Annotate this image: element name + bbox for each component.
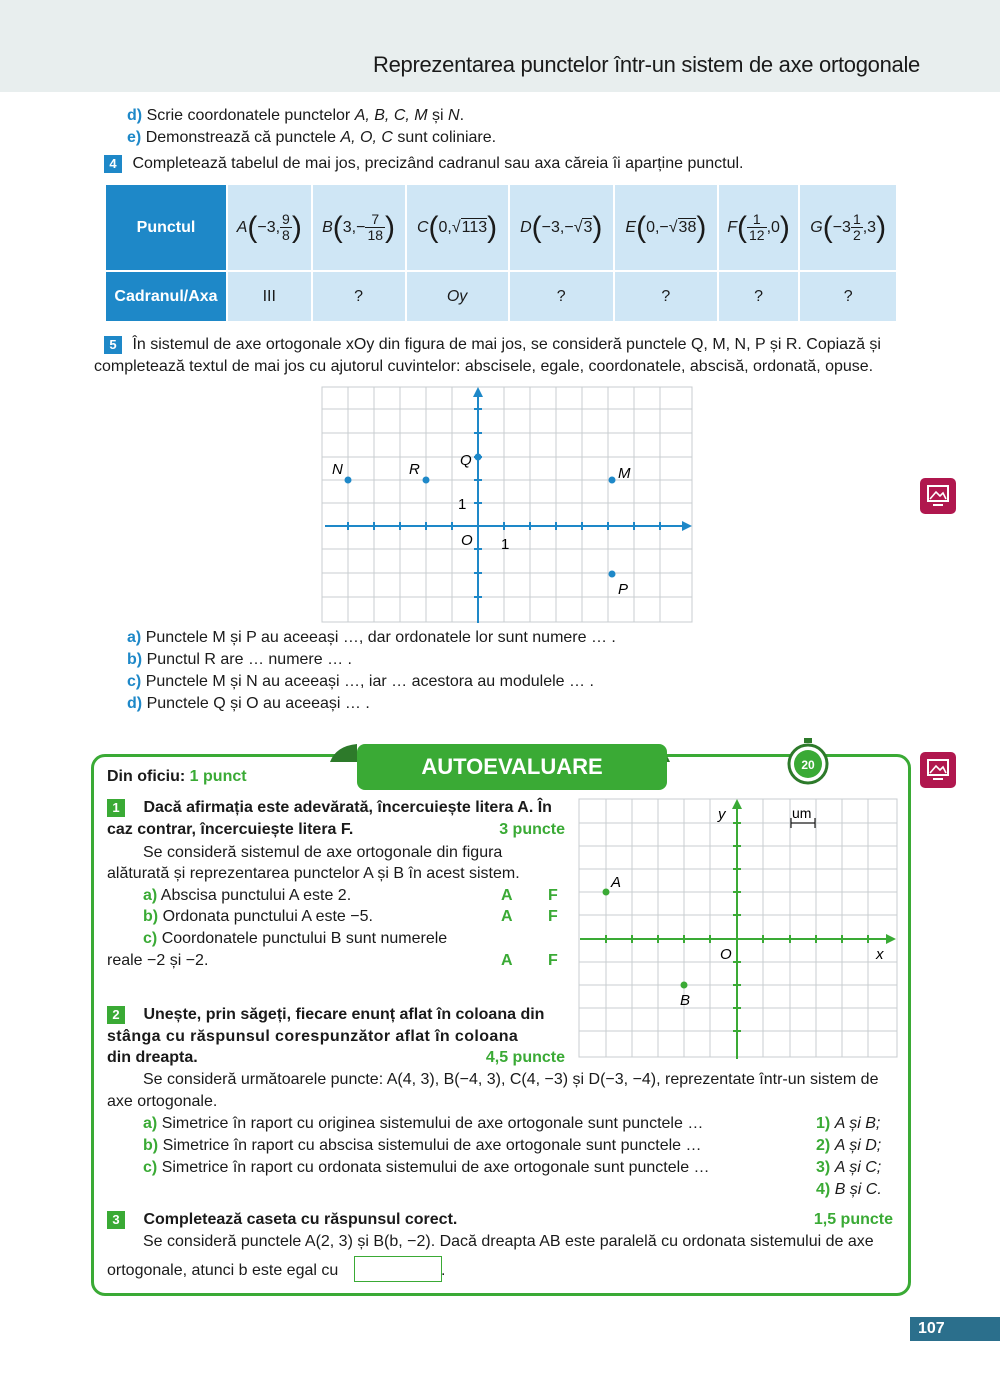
label-b: B bbox=[680, 992, 691, 1009]
point-b bbox=[681, 982, 688, 989]
q1-title-line1: 1 Dacă afirmația este adevărată, încercuiește litera A. În bbox=[107, 797, 552, 819]
ex3-item-d: d) Scrie coordonatele punctelor A, B, C, M și N. bbox=[127, 107, 465, 124]
din-oficiu: Din oficiu: 1 punct bbox=[107, 768, 247, 785]
table-cell-point-a: A(−3, $\frac{9}{8}$ ) bbox=[227, 184, 312, 271]
q2-text-line2: axe ortogonale. bbox=[107, 1093, 218, 1110]
point-q bbox=[475, 454, 482, 461]
q1-item-a: a) Abscisa punctului A este 2. A F bbox=[143, 885, 565, 907]
table-cell-answer: III bbox=[227, 271, 312, 322]
table-cell-answer: ? bbox=[614, 271, 718, 322]
table-cell-point-c: C(0,√113) bbox=[406, 184, 509, 271]
point-n bbox=[345, 477, 352, 484]
q2-item-c: c) Simetrice în raport cu ordonata sistemului de axe ortogonale sunt punctele … bbox=[143, 1159, 710, 1176]
table-header-cadranul: Cadranul/Axa bbox=[105, 271, 227, 322]
label-r: R bbox=[409, 461, 420, 478]
table-cell-point-e: E(0,−√38) bbox=[614, 184, 718, 271]
page-number: 107 bbox=[910, 1317, 1000, 1341]
coordinate-graph-2 bbox=[578, 797, 898, 1060]
q2-answer-3: 3) A și C; bbox=[816, 1159, 882, 1176]
label-x-axis: x bbox=[876, 946, 884, 963]
ex4-number-badge: 4 bbox=[104, 155, 122, 173]
q1-item-c-cont: reale −2 și −2. A F bbox=[107, 950, 565, 972]
label-y-axis: y bbox=[718, 806, 726, 823]
graph1-frame bbox=[322, 387, 692, 622]
label-origin: O bbox=[461, 532, 473, 549]
ex5-statement-line2: completează textul de mai jos cu ajutorul cuvintelor: abscisele, egale, coordonatele, abscisă, ordonată, opuse. bbox=[94, 358, 874, 375]
label-one-y: 1 bbox=[458, 496, 467, 513]
label-q: Q bbox=[460, 452, 472, 469]
stopwatch-value: 20 bbox=[801, 758, 815, 772]
image-gallery-icon[interactable] bbox=[920, 752, 956, 788]
choice-f: F bbox=[548, 908, 558, 925]
table-row bbox=[105, 271, 897, 322]
label-m: M bbox=[618, 465, 631, 482]
table-cell-answer: ? bbox=[312, 271, 406, 322]
q2-item-a: a) Simetrice în raport cu originea sistemului de axe ortogonale sunt punctele … bbox=[143, 1115, 704, 1132]
q3-text-end: . bbox=[441, 1262, 446, 1279]
table-cell-answer: ? bbox=[509, 271, 614, 322]
q2-title-line2: stânga cu răspunsul corespunzător aflat în coloana bbox=[107, 1028, 519, 1045]
ex5-number-badge: 5 bbox=[104, 336, 122, 354]
ex5-statement-line1: 5 În sistemul de axe ortogonale xOy din figura de mai jos, se consideră punctele Q, M, N, P și R. Copiază și bbox=[94, 334, 881, 356]
point-r bbox=[423, 477, 430, 484]
ex5-item-b: b) Punctul R are … numere … . bbox=[127, 651, 352, 668]
ex5-item-c: c) Punctele M și N au aceeași …, iar … acestora au modulele … . bbox=[127, 673, 594, 690]
q2-text-line1: Se consideră următoarele puncte: A(4, 3), B(−4, 3), C(4, −3) și D(−3, −4), reprezentate într-un sistem de bbox=[143, 1071, 879, 1088]
image-gallery-icon-glyph bbox=[920, 478, 956, 514]
choice-a: A bbox=[501, 908, 513, 925]
image-gallery-icon-glyph bbox=[920, 752, 956, 788]
q2-number-badge: 2 bbox=[107, 1006, 125, 1024]
q2-answer-4: 4) B și C. bbox=[816, 1181, 882, 1198]
table-cell-point-d: D(−3,−√3) bbox=[509, 184, 614, 271]
q1-title-line2: caz contrar, încercuiește litera F. 3 puncte bbox=[107, 821, 565, 838]
choice-a: A bbox=[501, 952, 513, 969]
answer-input-box[interactable] bbox=[354, 1256, 442, 1282]
label-a: A bbox=[611, 874, 622, 891]
q3-text-line1: Se consideră punctele A(2, 3) și B(b, −2). Dacă dreapta AB este paralelă cu ordonata sistemului de axe bbox=[143, 1233, 874, 1250]
q2-item-b: b) Simetrice în raport cu abscisa sistemului de axe ortogonale sunt punctele … bbox=[143, 1137, 702, 1154]
q2-title-line1: 2 Unește, prin săgeți, fiecare enunț aflat în coloana din bbox=[107, 1004, 544, 1026]
point-p bbox=[609, 571, 616, 578]
q1-item-c: c) Coordonatele punctului B sunt numerele bbox=[143, 930, 448, 947]
ex4-statement: 4 Completează tabelul de mai jos, precizând cadranul sau axa căreia îi aparține punctul. bbox=[104, 153, 743, 175]
coordinate-graph-1 bbox=[320, 385, 694, 625]
q1-text-line2: alăturată și reprezentarea punctelor A și B în acest sistem. bbox=[107, 865, 520, 882]
point-m bbox=[609, 477, 616, 484]
label-um: um bbox=[792, 805, 812, 821]
table-cell-point-f: F( $\frac{1}{12}$ ,0) bbox=[718, 184, 800, 271]
label-n: N bbox=[332, 461, 343, 478]
label-origin: O bbox=[720, 946, 732, 963]
choice-f: F bbox=[548, 952, 558, 969]
q3-text-line2: ortogonale, atunci b este egal cu bbox=[107, 1262, 339, 1279]
points-table bbox=[104, 183, 898, 323]
table-cell-point-g: G(−3 $\frac{1}{2}$ ,3) bbox=[799, 184, 897, 271]
q1-item-b: b) Ordonata punctului A este −5. A F bbox=[143, 906, 565, 928]
q3-number-badge: 3 bbox=[107, 1211, 125, 1229]
q3-title: 3 Completează caseta cu răspunsul corect. 1,5 puncte bbox=[107, 1209, 893, 1231]
q1-number-badge: 1 bbox=[107, 799, 125, 817]
choice-f: F bbox=[548, 887, 558, 904]
choice-a: A bbox=[501, 887, 513, 904]
table-header-punctul: Punctul bbox=[105, 184, 227, 271]
ex5-item-d: d) Punctele Q și O au aceeași … . bbox=[127, 695, 370, 712]
q1-text-line1: Se consideră sistemul de axe ortogonale din figura bbox=[143, 844, 503, 861]
table-cell-point-b: B(3,− $\frac{7}{18}$ ) bbox=[312, 184, 406, 271]
stopwatch-icon bbox=[786, 738, 830, 786]
point-a bbox=[603, 889, 610, 896]
label-p: P bbox=[618, 581, 629, 598]
q2-answer-1: 1) A și B; bbox=[816, 1115, 881, 1132]
label-one-x: 1 bbox=[501, 536, 510, 553]
autoevaluare-title: AUTOEVALUARE bbox=[357, 744, 667, 790]
table-row bbox=[105, 184, 897, 271]
header-band bbox=[0, 0, 1000, 92]
table-cell-answer: ? bbox=[799, 271, 897, 322]
ex3-item-e: e) Demonstrează că punctele A, O, C sunt coliniare. bbox=[127, 129, 497, 146]
q2-answer-2: 2) A și D; bbox=[816, 1137, 882, 1154]
image-gallery-icon[interactable] bbox=[920, 478, 956, 514]
ex5-item-a: a) Punctele M și P au aceeași …, dar ordonatele lor sunt numere … . bbox=[127, 629, 616, 646]
page-header-title: Reprezentarea punctelor într-un sistem de axe ortogonale bbox=[373, 52, 920, 77]
table-cell-answer: ? bbox=[718, 271, 800, 322]
table-cell-answer: Oy bbox=[406, 271, 509, 322]
q2-title-line3: din dreapta. 4,5 puncte bbox=[107, 1049, 565, 1066]
